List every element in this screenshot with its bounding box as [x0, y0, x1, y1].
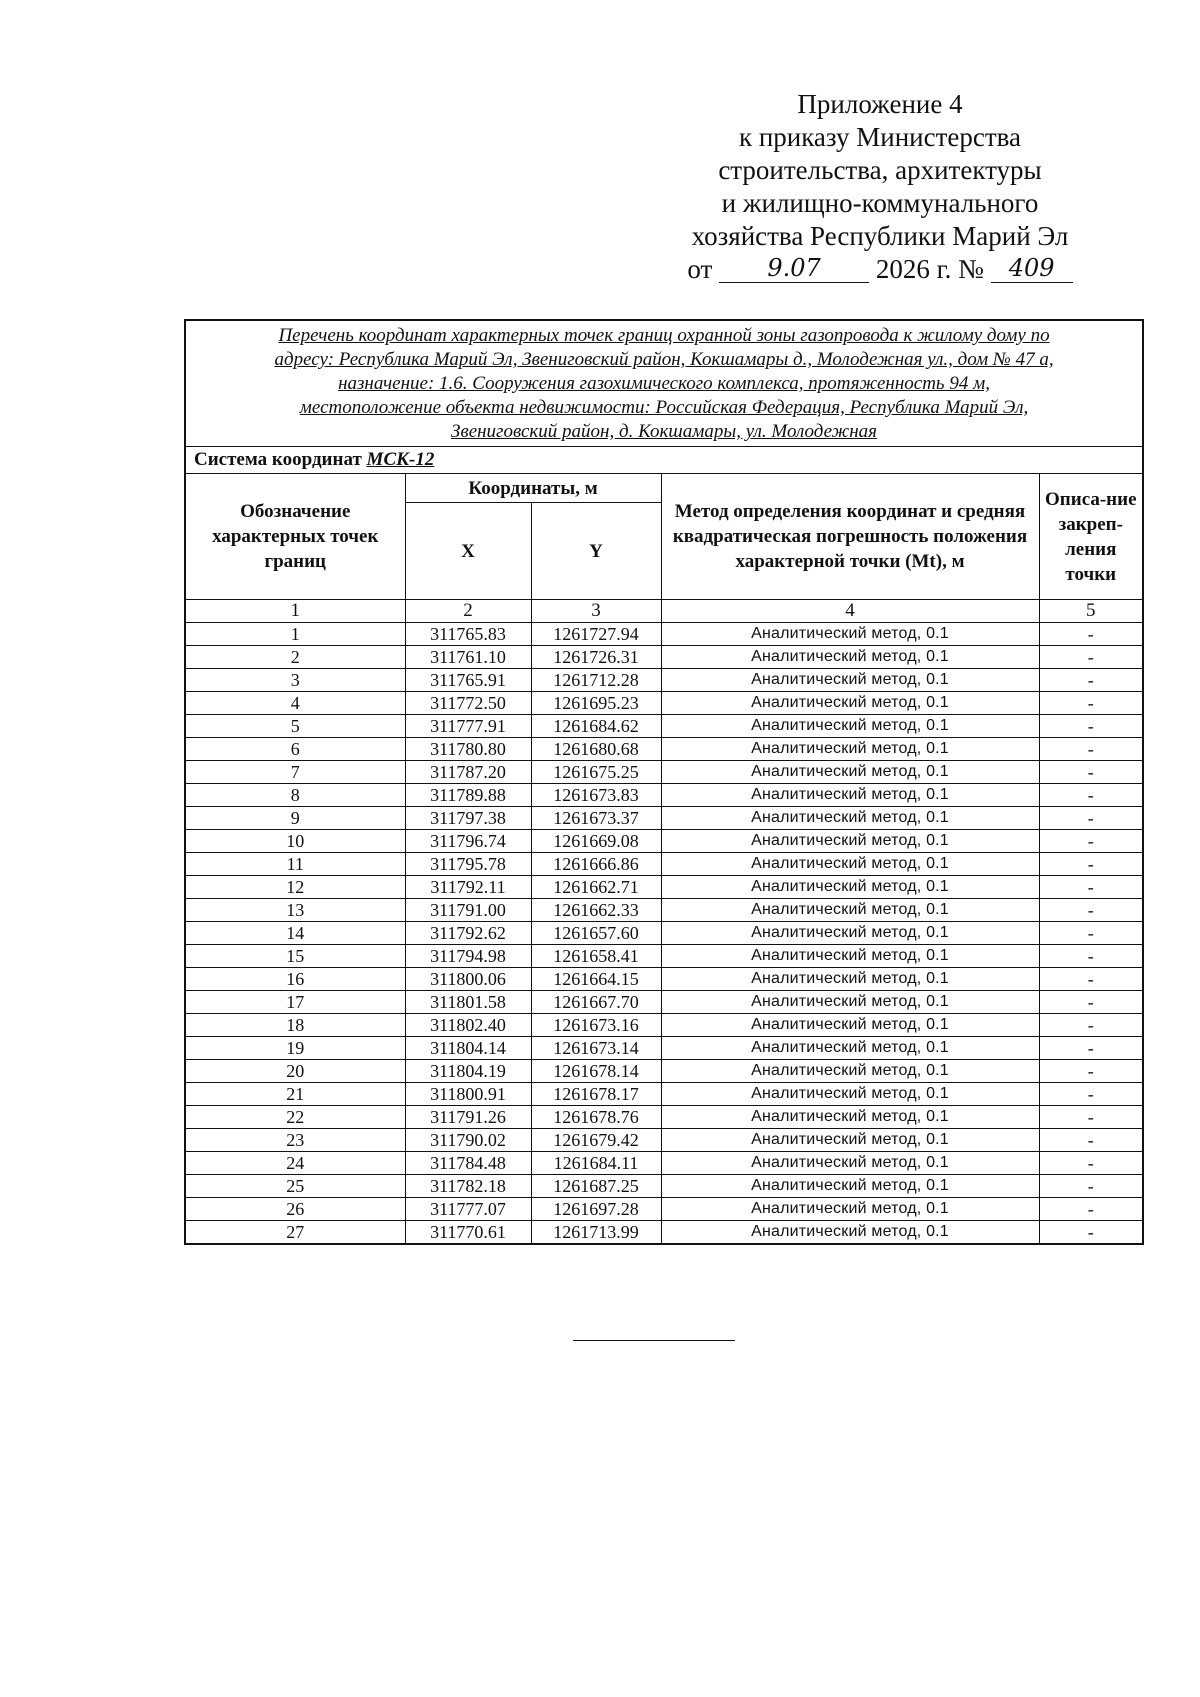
description-cell: - — [1039, 1106, 1143, 1129]
description-cell: - — [1039, 1083, 1143, 1106]
method-cell: Аналитический метод, 0.1 — [661, 991, 1039, 1014]
x-coordinate-cell: 311792.62 — [405, 922, 531, 945]
x-coordinate-cell: 311792.11 — [405, 876, 531, 899]
description-cell: - — [1039, 669, 1143, 692]
method-cell: Аналитический метод, 0.1 — [661, 853, 1039, 876]
point-number-cell: 7 — [185, 761, 405, 784]
point-number-cell: 19 — [185, 1037, 405, 1060]
method-cell: Аналитический метод, 0.1 — [661, 945, 1039, 968]
table-row — [185, 830, 1143, 853]
y-coordinate-cell: 1261684.11 — [531, 1152, 661, 1175]
method-cell: Аналитический метод, 0.1 — [661, 1129, 1039, 1152]
description-cell: - — [1039, 715, 1143, 738]
column-number-row — [185, 600, 1143, 623]
x-coordinate-cell: 311804.14 — [405, 1037, 531, 1060]
y-coordinate-cell: 1261673.83 — [531, 784, 661, 807]
x-coordinate-cell: 311797.38 — [405, 807, 531, 830]
method-cell: Аналитический метод, 0.1 — [661, 899, 1039, 922]
method-cell: Аналитический метод, 0.1 — [661, 1060, 1039, 1083]
x-coordinate-cell: 311761.10 — [405, 646, 531, 669]
column-number: 3 — [531, 600, 661, 623]
header-line: и жилищно-коммунального — [721, 188, 1039, 218]
description-cell: - — [1039, 991, 1143, 1014]
x-coordinate-cell: 311804.19 — [405, 1060, 531, 1083]
method-cell: Аналитический метод, 0.1 — [661, 968, 1039, 991]
method-cell: Аналитический метод, 0.1 — [661, 669, 1039, 692]
y-coordinate-cell: 1261678.14 — [531, 1060, 661, 1083]
appendix-header — [640, 88, 1120, 286]
description-cell: - — [1039, 807, 1143, 830]
order-prefix: от — [687, 254, 713, 284]
column-number: 1 — [185, 600, 405, 623]
table-row — [185, 876, 1143, 899]
y-coordinate-cell: 1261678.17 — [531, 1083, 661, 1106]
y-coordinate-cell: 1261673.37 — [531, 807, 661, 830]
y-coordinate-cell: 1261662.33 — [531, 899, 661, 922]
table-row — [185, 1106, 1143, 1129]
table-row — [185, 922, 1143, 945]
x-coordinate-cell: 311784.48 — [405, 1152, 531, 1175]
x-coordinate-cell: 311802.40 — [405, 1014, 531, 1037]
description-cell: - — [1039, 761, 1143, 784]
table-body — [185, 623, 1143, 1245]
coordinate-system — [185, 447, 1143, 474]
x-coordinate-cell: 311791.00 — [405, 899, 531, 922]
method-cell: Аналитический метод, 0.1 — [661, 1014, 1039, 1037]
y-coordinate-cell: 1261680.68 — [531, 738, 661, 761]
table-row — [185, 968, 1143, 991]
y-coordinate-cell: 1261667.70 — [531, 991, 661, 1014]
description-cell: - — [1039, 1014, 1143, 1037]
description-cell: - — [1039, 623, 1143, 646]
x-coordinate-cell: 311795.78 — [405, 853, 531, 876]
description-cell: - — [1039, 692, 1143, 715]
method-cell: Аналитический метод, 0.1 — [661, 876, 1039, 899]
method-cell: Аналитический метод, 0.1 — [661, 738, 1039, 761]
method-cell: Аналитический метод, 0.1 — [661, 623, 1039, 646]
order-date-handwritten: 9.07 — [719, 254, 869, 283]
method-cell: Аналитический метод, 0.1 — [661, 1152, 1039, 1175]
description-cell: - — [1039, 646, 1143, 669]
y-coordinate-cell: 1261727.94 — [531, 623, 661, 646]
description-cell: - — [1039, 1129, 1143, 1152]
header-line: Приложение 4 — [797, 89, 963, 119]
point-number-cell: 15 — [185, 945, 405, 968]
description-cell: - — [1039, 1060, 1143, 1083]
order-year: 2026 г. № — [875, 254, 984, 284]
x-coordinate-cell: 311780.80 — [405, 738, 531, 761]
method-cell: Аналитический метод, 0.1 — [661, 715, 1039, 738]
method-cell: Аналитический метод, 0.1 — [661, 761, 1039, 784]
description-cell: - — [1039, 922, 1143, 945]
coordinates-table — [184, 319, 1144, 1245]
order-number-handwritten: 409 — [991, 254, 1073, 283]
x-coordinate-cell: 311765.83 — [405, 623, 531, 646]
description-cell: - — [1039, 945, 1143, 968]
description-cell: - — [1039, 1037, 1143, 1060]
description-cell: - — [1039, 853, 1143, 876]
point-number-cell: 25 — [185, 1175, 405, 1198]
point-number-cell: 1 — [185, 623, 405, 646]
table-row — [185, 991, 1143, 1014]
description-cell: - — [1039, 1198, 1143, 1221]
table-row — [185, 807, 1143, 830]
title-line: Перечень координат характерных точек границ охранной зоны газопровода к жилому дому по — [278, 325, 1050, 346]
y-coordinate-cell: 1261678.76 — [531, 1106, 661, 1129]
method-cell: Аналитический метод, 0.1 — [661, 646, 1039, 669]
end-separator-line — [573, 1340, 735, 1341]
description-cell: - — [1039, 738, 1143, 761]
y-coordinate-cell: 1261697.28 — [531, 1198, 661, 1221]
point-number-cell: 24 — [185, 1152, 405, 1175]
header-line: к приказу Министерства — [738, 122, 1022, 152]
order-line — [640, 253, 1120, 286]
y-coordinate-cell: 1261726.31 — [531, 646, 661, 669]
y-coordinate-cell: 1261664.15 — [531, 968, 661, 991]
point-number-cell: 14 — [185, 922, 405, 945]
table-row — [185, 761, 1143, 784]
header-x: X — [405, 503, 531, 600]
table-row — [185, 784, 1143, 807]
point-number-cell: 3 — [185, 669, 405, 692]
point-number-cell: 16 — [185, 968, 405, 991]
header-coordinates: Координаты, м — [405, 474, 661, 503]
point-number-cell: 8 — [185, 784, 405, 807]
table-row — [185, 738, 1143, 761]
table-row — [185, 692, 1143, 715]
table-row — [185, 1198, 1143, 1221]
description-cell: - — [1039, 899, 1143, 922]
point-number-cell: 27 — [185, 1221, 405, 1245]
header-line: хозяйства Республики Марий Эл — [691, 221, 1069, 251]
point-number-cell: 18 — [185, 1014, 405, 1037]
table-row — [185, 1221, 1143, 1245]
title-line: Звениговский район, д. Кокшамары, ул. Молодежная — [451, 421, 877, 442]
point-number-cell: 9 — [185, 807, 405, 830]
x-coordinate-cell: 311791.26 — [405, 1106, 531, 1129]
method-cell: Аналитический метод, 0.1 — [661, 830, 1039, 853]
table-row — [185, 945, 1143, 968]
header-y: Y — [531, 503, 661, 600]
y-coordinate-cell: 1261687.25 — [531, 1175, 661, 1198]
x-coordinate-cell: 311770.61 — [405, 1221, 531, 1245]
column-number: 5 — [1039, 600, 1143, 623]
table-row — [185, 1014, 1143, 1037]
point-number-cell: 4 — [185, 692, 405, 715]
description-cell: - — [1039, 876, 1143, 899]
coordinate-system-value: МСК-12 — [366, 449, 435, 470]
description-cell: - — [1039, 968, 1143, 991]
table-row — [185, 899, 1143, 922]
method-cell: Аналитический метод, 0.1 — [661, 1106, 1039, 1129]
table-row — [185, 623, 1143, 646]
y-coordinate-cell: 1261673.16 — [531, 1014, 661, 1037]
x-coordinate-cell: 311787.20 — [405, 761, 531, 784]
method-cell: Аналитический метод, 0.1 — [661, 1083, 1039, 1106]
title-line: адресу: Республика Марий Эл, Звениговский район, Кокшамары д., Молодежная ул., дом № 47 а, — [274, 349, 1054, 370]
header-description: Описа-ние закреп-ления точки — [1039, 474, 1143, 600]
x-coordinate-cell: 311801.58 — [405, 991, 531, 1014]
table-title — [185, 320, 1143, 447]
description-cell: - — [1039, 1152, 1143, 1175]
y-coordinate-cell: 1261695.23 — [531, 692, 661, 715]
x-coordinate-cell: 311800.91 — [405, 1083, 531, 1106]
point-number-cell: 26 — [185, 1198, 405, 1221]
x-coordinate-cell: 311796.74 — [405, 830, 531, 853]
x-coordinate-cell: 311789.88 — [405, 784, 531, 807]
description-cell: - — [1039, 1175, 1143, 1198]
method-cell: Аналитический метод, 0.1 — [661, 807, 1039, 830]
point-number-cell: 13 — [185, 899, 405, 922]
coordinate-system-label: Система координат — [194, 449, 362, 470]
point-number-cell: 6 — [185, 738, 405, 761]
x-coordinate-cell: 311777.91 — [405, 715, 531, 738]
point-number-cell: 5 — [185, 715, 405, 738]
table-row — [185, 1175, 1143, 1198]
x-coordinate-cell: 311800.06 — [405, 968, 531, 991]
description-cell: - — [1039, 830, 1143, 853]
x-coordinate-cell: 311794.98 — [405, 945, 531, 968]
point-number-cell: 17 — [185, 991, 405, 1014]
header-method: Метод определения координат и средняя квадратическая погрешность положения характерной точки (Mt), м — [661, 474, 1039, 600]
point-number-cell: 10 — [185, 830, 405, 853]
table-row — [185, 853, 1143, 876]
y-coordinate-cell: 1261657.60 — [531, 922, 661, 945]
method-cell: Аналитический метод, 0.1 — [661, 1175, 1039, 1198]
description-cell: - — [1039, 1221, 1143, 1245]
method-cell: Аналитический метод, 0.1 — [661, 1221, 1039, 1245]
header-designation: Обозначение характерных точек границ — [185, 474, 405, 600]
table-row — [185, 669, 1143, 692]
column-number: 2 — [405, 600, 531, 623]
y-coordinate-cell: 1261713.99 — [531, 1221, 661, 1245]
x-coordinate-cell: 311790.02 — [405, 1129, 531, 1152]
x-coordinate-cell: 311782.18 — [405, 1175, 531, 1198]
table-row — [185, 1129, 1143, 1152]
point-number-cell: 12 — [185, 876, 405, 899]
description-cell: - — [1039, 784, 1143, 807]
column-number: 4 — [661, 600, 1039, 623]
point-number-cell: 23 — [185, 1129, 405, 1152]
point-number-cell: 11 — [185, 853, 405, 876]
y-coordinate-cell: 1261658.41 — [531, 945, 661, 968]
x-coordinate-cell: 311777.07 — [405, 1198, 531, 1221]
title-line: назначение: 1.6. Сооружения газохимического комплекса, протяженность 94 м, — [338, 373, 990, 394]
table-row — [185, 646, 1143, 669]
title-line: местоположение объекта недвижимости: Российская Федерация, Республика Марий Эл, — [299, 397, 1029, 418]
y-coordinate-cell: 1261684.62 — [531, 715, 661, 738]
y-coordinate-cell: 1261675.25 — [531, 761, 661, 784]
y-coordinate-cell: 1261712.28 — [531, 669, 661, 692]
table-row — [185, 1060, 1143, 1083]
y-coordinate-cell: 1261673.14 — [531, 1037, 661, 1060]
table-row — [185, 1083, 1143, 1106]
method-cell: Аналитический метод, 0.1 — [661, 692, 1039, 715]
header-line: строительства, архитектуры — [718, 155, 1042, 185]
y-coordinate-cell: 1261679.42 — [531, 1129, 661, 1152]
method-cell: Аналитический метод, 0.1 — [661, 1037, 1039, 1060]
method-cell: Аналитический метод, 0.1 — [661, 1198, 1039, 1221]
table-row — [185, 1152, 1143, 1175]
point-number-cell: 21 — [185, 1083, 405, 1106]
point-number-cell: 20 — [185, 1060, 405, 1083]
method-cell: Аналитический метод, 0.1 — [661, 784, 1039, 807]
point-number-cell: 22 — [185, 1106, 405, 1129]
table-row — [185, 715, 1143, 738]
y-coordinate-cell: 1261666.86 — [531, 853, 661, 876]
y-coordinate-cell: 1261662.71 — [531, 876, 661, 899]
table-row — [185, 1037, 1143, 1060]
x-coordinate-cell: 311772.50 — [405, 692, 531, 715]
method-cell: Аналитический метод, 0.1 — [661, 922, 1039, 945]
point-number-cell: 2 — [185, 646, 405, 669]
x-coordinate-cell: 311765.91 — [405, 669, 531, 692]
y-coordinate-cell: 1261669.08 — [531, 830, 661, 853]
